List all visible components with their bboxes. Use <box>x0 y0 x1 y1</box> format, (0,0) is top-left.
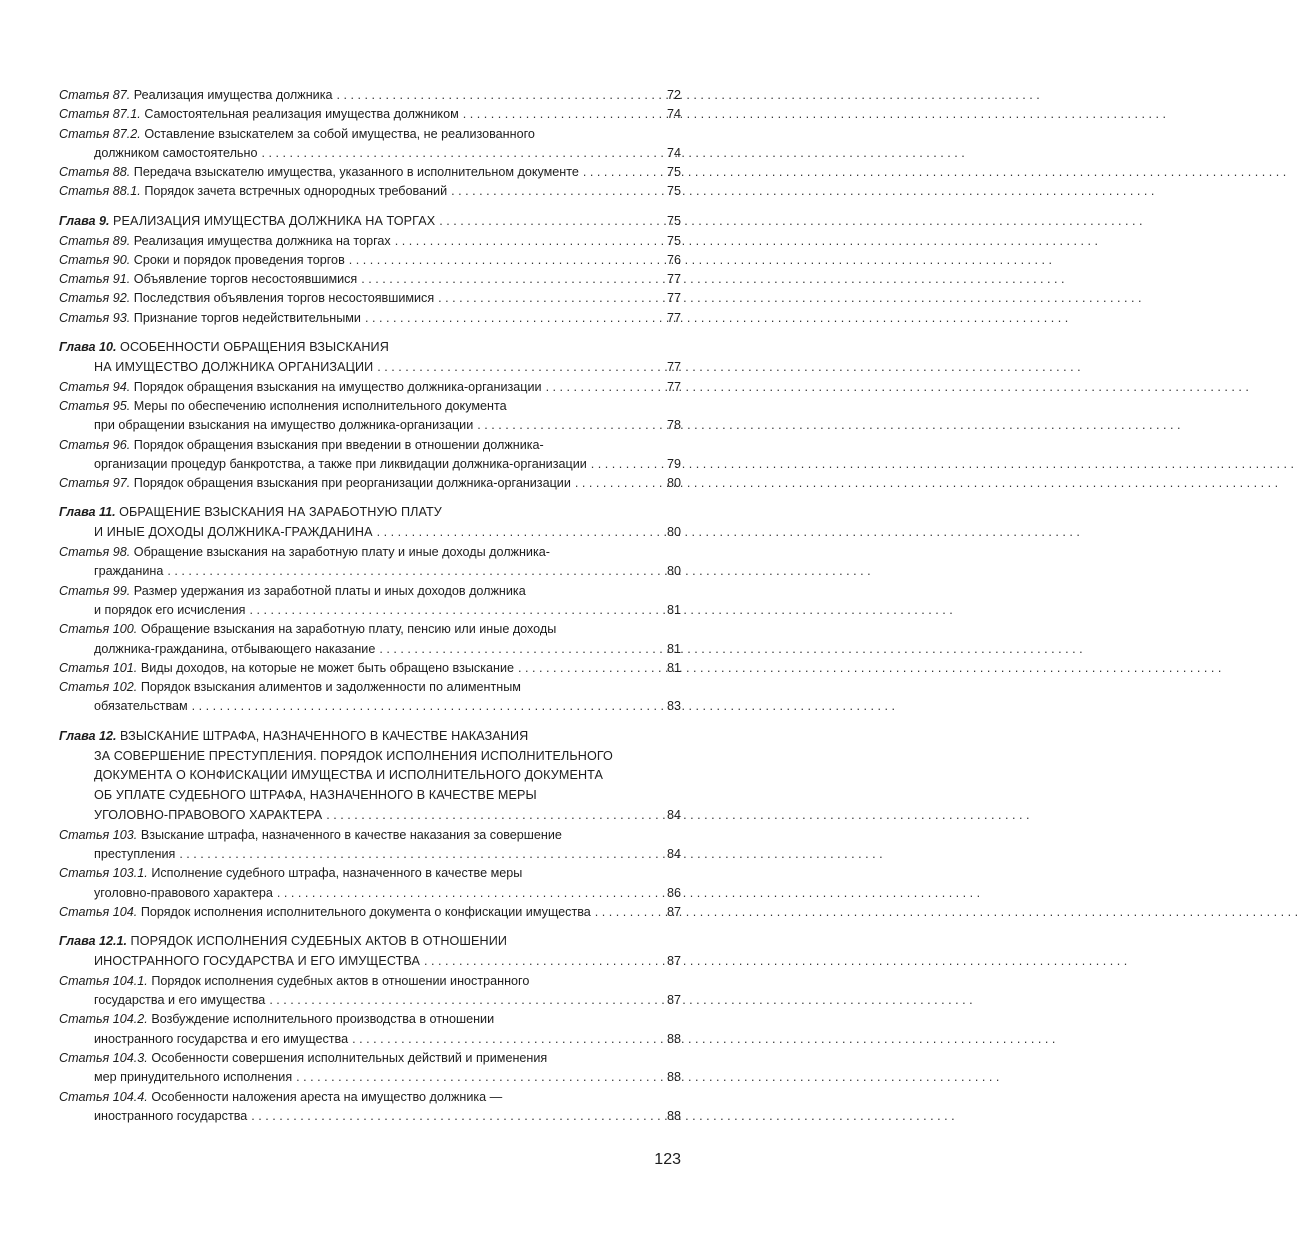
article-label: Статья 104.1. <box>59 973 148 988</box>
toc-entry-line <box>59 270 681 289</box>
entry-title: и порядок его исчисления <box>94 602 246 617</box>
entry-title: преступления <box>94 846 176 861</box>
toc-entry <box>59 1088 681 1127</box>
dot-leader <box>365 309 661 328</box>
dot-leader <box>179 845 661 864</box>
chapter-section <box>59 503 681 716</box>
entry-title: Признание торгов недействительными <box>133 310 361 325</box>
entry-page-number: 80 <box>666 476 681 491</box>
entry-title: Размер удержания из заработной платы и иных доходов должника <box>133 583 526 598</box>
toc-entry-line <box>59 697 681 716</box>
toc-entry <box>59 309 681 328</box>
chapter-heading-line <box>59 747 681 767</box>
chapter-label: Глава 10. <box>59 340 117 355</box>
chapter-heading-line <box>59 727 681 747</box>
entry-title: Реализация имущества должника <box>133 88 333 102</box>
toc-entry <box>59 397 681 436</box>
toc-entry-line <box>59 543 681 562</box>
dot-leader <box>167 562 661 581</box>
dot-leader <box>277 884 661 903</box>
toc-entry-line <box>59 582 681 601</box>
entry-title: Сроки и порядок проведения торгов <box>133 252 345 267</box>
chapter-title: И ИНЫЕ ДОХОДЫ ДОЛЖНИКА-ГРАЖДАНИНА <box>94 525 373 540</box>
dot-leader <box>249 601 661 620</box>
entry-title: Оставление взыскателем за собой имущества, не реализованного <box>144 126 535 141</box>
toc-entry-line <box>59 182 681 201</box>
article-label: Статья 89. <box>59 233 131 248</box>
toc-entry <box>59 474 681 493</box>
article-label: Статья 94. <box>59 379 131 394</box>
dot-leader <box>424 952 661 972</box>
dot-leader <box>518 659 661 678</box>
entry-page-number: 72 <box>666 88 681 102</box>
entry-title: иностранного государства <box>94 1108 248 1123</box>
article-label: Статья 95. <box>59 398 131 413</box>
toc-entry-line <box>59 436 681 455</box>
toc-entry <box>59 125 681 164</box>
toc-entry-line <box>59 659 681 678</box>
chapter-heading-line <box>59 212 681 232</box>
entry-title: организации процедур банкротства, а также при ликвидации должника-организации <box>94 456 587 471</box>
dot-leader <box>451 182 661 201</box>
toc-entry <box>59 659 681 678</box>
article-label: Статья 87.2. <box>59 126 141 141</box>
chapter-label: Глава 12.1. <box>59 934 128 949</box>
dot-leader <box>379 640 661 659</box>
entry-page-number: 84 <box>666 846 681 861</box>
entry-page-number: 76 <box>666 252 681 267</box>
toc-entry-line <box>59 884 681 903</box>
article-label: Статья 91. <box>59 272 131 287</box>
dot-leader <box>261 144 661 163</box>
chapter-heading-line <box>59 358 681 378</box>
chapter-section <box>59 338 681 493</box>
chapter-heading <box>59 212 681 232</box>
dot-leader <box>546 378 661 397</box>
article-label: Статья 88. <box>59 165 131 180</box>
entry-title: иностранного государства и его имущества <box>94 1031 349 1046</box>
chapter-heading-line <box>59 806 681 826</box>
entry-page-number: 88 <box>666 1070 681 1085</box>
toc-entry-line <box>59 620 681 639</box>
dot-leader <box>377 523 661 543</box>
entry-title: Порядок обращения взыскания на имущество должника-организации <box>133 379 542 394</box>
entry-title: уголовно-правового характера <box>94 885 273 900</box>
chapter-heading-line <box>59 932 681 952</box>
entry-title: гражданина <box>94 564 164 579</box>
entry-title: должника-гражданина, отбывающего наказание <box>94 641 376 656</box>
dot-leader <box>192 697 661 716</box>
toc-entry-line <box>59 163 681 182</box>
dot-leader <box>377 358 661 378</box>
entry-page-number: 74 <box>666 145 681 160</box>
entry-title: Порядок взыскания алиментов и задолженности по алиментным <box>140 680 521 695</box>
chapter-title: ОСОБЕННОСТИ ОБРАЩЕНИЯ ВЗЫСКАНИЯ <box>120 340 389 355</box>
toc-entry <box>59 543 681 582</box>
toc-entry <box>59 903 681 922</box>
entry-page-number: 75 <box>666 233 681 248</box>
dot-leader <box>269 991 661 1010</box>
entry-page-number: 77 <box>666 291 681 306</box>
toc-entry <box>59 582 681 621</box>
article-label: Статья 102. <box>59 680 138 695</box>
toc-entry-line <box>59 678 681 697</box>
chapter-title: РЕАЛИЗАЦИЯ ИМУЩЕСТВА ДОЛЖНИКА НА ТОРГАХ <box>113 213 436 228</box>
article-label: Статья 96. <box>59 437 131 452</box>
entry-page-number: 81 <box>666 660 681 675</box>
entry-page-number: 74 <box>666 107 681 122</box>
chapter-heading <box>59 503 681 543</box>
entry-page-number: 88 <box>666 1031 681 1046</box>
dot-leader <box>591 455 661 474</box>
chapter-heading-line <box>59 766 681 786</box>
chapter-title: ПОРЯДОК ИСПОЛНЕНИЯ СУДЕБНЫХ АКТОВ В ОТНОШЕНИИ <box>130 934 508 949</box>
toc-entry-line <box>59 474 681 493</box>
toc-entry-line <box>59 826 681 845</box>
entry-title: обязательствам <box>94 699 188 714</box>
dot-leader <box>361 270 661 289</box>
entry-title: Виды доходов, на которые не может быть обращено взыскание <box>140 660 515 675</box>
entry-title: должником самостоятельно <box>94 145 258 160</box>
entry-page-number: 75 <box>666 213 681 228</box>
dot-leader <box>296 1068 661 1087</box>
toc-entry-line <box>59 1068 681 1087</box>
entry-page-number: 80 <box>666 564 681 579</box>
toc-entry-line <box>59 455 681 474</box>
toc-entry <box>59 251 681 270</box>
chapter-title: УГОЛОВНО-ПРАВОВОГО ХАРАКТЕРА <box>94 807 323 822</box>
entry-title: Последствия объявления торгов несостоявшимися <box>133 291 435 306</box>
article-label: Статья 101. <box>59 660 138 675</box>
toc-entry <box>59 105 681 124</box>
chapter-heading <box>59 338 681 378</box>
entry-title: Порядок обращения взыскания при введении в отношении должника- <box>133 437 544 452</box>
toc-entry <box>59 972 681 1011</box>
toc-entry-line <box>59 416 681 435</box>
entry-title: Самостоятельная реализация имущества должником <box>144 107 459 122</box>
toc-entry-line <box>59 640 681 659</box>
entry-page-number: 81 <box>666 641 681 656</box>
article-label: Статья 92. <box>59 291 131 306</box>
entry-page-number: 87 <box>666 953 681 968</box>
entry-title: Порядок исполнения исполнительного документа о конфискации имущества <box>140 904 591 919</box>
toc-entry <box>59 1010 681 1049</box>
dot-leader <box>595 903 661 922</box>
entry-title: Объявление торгов несостоявшимися <box>133 272 358 287</box>
chapter-label: Глава 12. <box>59 728 117 743</box>
entry-title: государства и его имущества <box>94 993 266 1008</box>
article-label: Статья 103.1. <box>59 866 148 881</box>
entry-title: Особенности наложения ареста на имущество должника — <box>151 1089 503 1104</box>
article-label: Статья 98. <box>59 545 131 560</box>
entry-page-number: 75 <box>666 184 681 199</box>
toc-entry <box>59 378 681 397</box>
dot-leader <box>463 105 661 124</box>
toc-entry-line <box>59 289 681 308</box>
entry-title: Порядок исполнения судебных актов в отношении иностранного <box>151 973 530 988</box>
toc-entry <box>59 436 681 475</box>
article-label: Статья 100. <box>59 622 138 637</box>
entry-page-number: 86 <box>666 885 681 900</box>
toc-entry-line <box>59 991 681 1010</box>
article-label: Статья 99. <box>59 583 131 598</box>
toc-entry-line <box>59 1088 681 1107</box>
entry-title: Меры по обеспечению исполнения исполнительного документа <box>133 398 507 413</box>
page-number: 123 <box>654 1151 681 1168</box>
toc-entry <box>59 620 681 659</box>
toc-entry-line <box>59 86 681 105</box>
entry-title: мер принудительного исполнения <box>94 1070 293 1085</box>
entry-page-number: 87 <box>666 993 681 1008</box>
article-label: Статья 90. <box>59 252 131 267</box>
dot-leader <box>575 474 661 493</box>
toc-entry <box>59 826 681 865</box>
entry-title: при обращении взыскания на имущество должника-организации <box>94 418 474 433</box>
toc-entry <box>59 678 681 717</box>
entry-title: Передача взыскателю имущества, указанного в исполнительном документе <box>133 165 579 180</box>
dot-leader <box>438 289 661 308</box>
toc-entry-line <box>59 601 681 620</box>
toc-entry-line <box>59 562 681 581</box>
chapter-heading-line <box>59 503 681 523</box>
dot-leader <box>326 806 661 826</box>
entry-page-number: 84 <box>666 807 681 822</box>
article-label: Статья 87.1. <box>59 107 141 122</box>
entry-title: Порядок зачета встречных однородных требований <box>144 184 448 199</box>
dot-leader <box>352 1030 661 1049</box>
toc-entry-line <box>59 232 681 251</box>
entry-page-number: 79 <box>666 456 681 471</box>
toc-entry-line <box>59 251 681 270</box>
chapter-heading <box>59 727 681 826</box>
toc-entry-line <box>59 972 681 991</box>
chapter-label: Глава 9. <box>59 213 110 228</box>
toc-entry-line <box>59 1030 681 1049</box>
chapter-title: ОБРАЩЕНИЕ ВЗЫСКАНИЯ НА ЗАРАБОТНУЮ ПЛАТУ <box>119 505 442 520</box>
article-label: Статья 104.4. <box>59 1089 148 1104</box>
dot-leader <box>251 1107 661 1126</box>
entry-page-number: 87 <box>666 904 681 919</box>
toc-entry <box>59 270 681 289</box>
chapter-section <box>59 212 681 328</box>
dot-leader <box>439 212 661 232</box>
dot-leader <box>583 163 661 182</box>
dot-leader <box>336 86 661 105</box>
entry-page-number: 77 <box>666 359 681 374</box>
entry-title: Исполнение судебного штрафа, назначенного в качестве меры <box>151 866 523 881</box>
table-of-contents <box>59 86 681 1136</box>
toc-entry-line <box>59 378 681 397</box>
article-label: Статья 104. <box>59 904 138 919</box>
toc-entry <box>59 864 681 903</box>
chapter-heading-line <box>59 786 681 806</box>
entry-title: Особенности совершения исполнительных действий и применения <box>151 1050 548 1065</box>
entry-title: Возбуждение исполнительного производства в отношении <box>151 1012 495 1027</box>
toc-entry-line <box>59 309 681 328</box>
article-group <box>59 86 681 202</box>
toc-entry-line <box>59 1010 681 1029</box>
chapter-title: ВЗЫСКАНИЕ ШТРАФА, НАЗНАЧЕННОГО В КАЧЕСТВЕ НАКАЗАНИЯ <box>120 728 529 743</box>
toc-entry-line <box>59 144 681 163</box>
toc-entry-line <box>59 1107 681 1126</box>
toc-entry-line <box>59 125 681 144</box>
chapter-heading <box>59 932 681 972</box>
entry-page-number: 83 <box>666 699 681 714</box>
toc-entry <box>59 1049 681 1088</box>
entry-title: Обращение взыскания на заработную плату, пенсию или иные доходы <box>140 622 557 637</box>
entry-title: Взыскание штрафа, назначенного в качестве наказания за совершение <box>140 827 562 842</box>
dot-leader <box>395 232 661 251</box>
entry-page-number: 75 <box>666 165 681 180</box>
chapter-section <box>59 727 681 922</box>
chapter-label: Глава 11. <box>59 505 116 520</box>
entry-page-number: 80 <box>666 525 681 540</box>
article-label: Статья 104.2. <box>59 1012 148 1027</box>
entry-title: Обращение взыскания на заработную плату и иные доходы должника- <box>133 545 550 560</box>
toc-entry <box>59 163 681 182</box>
article-label: Статья 103. <box>59 827 138 842</box>
toc-entry <box>59 182 681 201</box>
chapter-heading-line <box>59 952 681 972</box>
chapter-title: ИНОСТРАННОГО ГОСУДАРСТВА И ЕГО ИМУЩЕСТВА <box>94 953 420 968</box>
toc-entry <box>59 289 681 308</box>
chapter-title: ДОКУМЕНТА О КОНФИСКАЦИИ ИМУЩЕСТВА И ИСПОЛНИТЕЛЬНОГО ДОКУМЕНТА <box>94 768 604 783</box>
toc-entry-line <box>59 864 681 883</box>
toc-entry <box>59 86 681 105</box>
toc-entry-line <box>59 105 681 124</box>
entry-page-number: 77 <box>666 272 681 287</box>
chapter-heading-line <box>59 338 681 358</box>
entry-title: Порядок обращения взыскания при реорганизации должника-организации <box>133 476 571 491</box>
chapter-heading-line <box>59 523 681 543</box>
dot-leader <box>477 416 661 435</box>
toc-entry-line <box>59 903 681 922</box>
chapter-title: ЗА СОВЕРШЕНИЕ ПРЕСТУПЛЕНИЯ. ПОРЯДОК ИСПОЛНЕНИЯ ИСПОЛНИТЕЛЬНОГО <box>94 748 613 763</box>
chapter-section <box>59 932 681 1126</box>
article-label: Статья 88.1. <box>59 184 141 199</box>
article-label: Статья 93. <box>59 310 131 325</box>
entry-page-number: 77 <box>666 310 681 325</box>
chapter-title: НА ИМУЩЕСТВО ДОЛЖНИКА ОРГАНИЗАЦИИ <box>94 359 374 374</box>
dot-leader <box>349 251 661 270</box>
entry-page-number: 78 <box>666 418 681 433</box>
toc-entry-line <box>59 397 681 416</box>
article-label: Статья 87. <box>59 88 131 102</box>
entry-page-number: 81 <box>666 602 681 617</box>
toc-entry-line <box>59 1049 681 1068</box>
entry-title: Реализация имущества должника на торгах <box>133 233 391 248</box>
toc-entry-line <box>59 845 681 864</box>
toc-entry <box>59 232 681 251</box>
entry-page-number: 88 <box>666 1108 681 1123</box>
chapter-title: ОБ УПЛАТЕ СУДЕБНОГО ШТРАФА, НАЗНАЧЕННОГО В КАЧЕСТВЕ МЕРЫ <box>94 788 537 803</box>
entry-page-number: 77 <box>666 379 681 394</box>
article-label: Статья 97. <box>59 476 131 491</box>
article-label: Статья 104.3. <box>59 1050 148 1065</box>
